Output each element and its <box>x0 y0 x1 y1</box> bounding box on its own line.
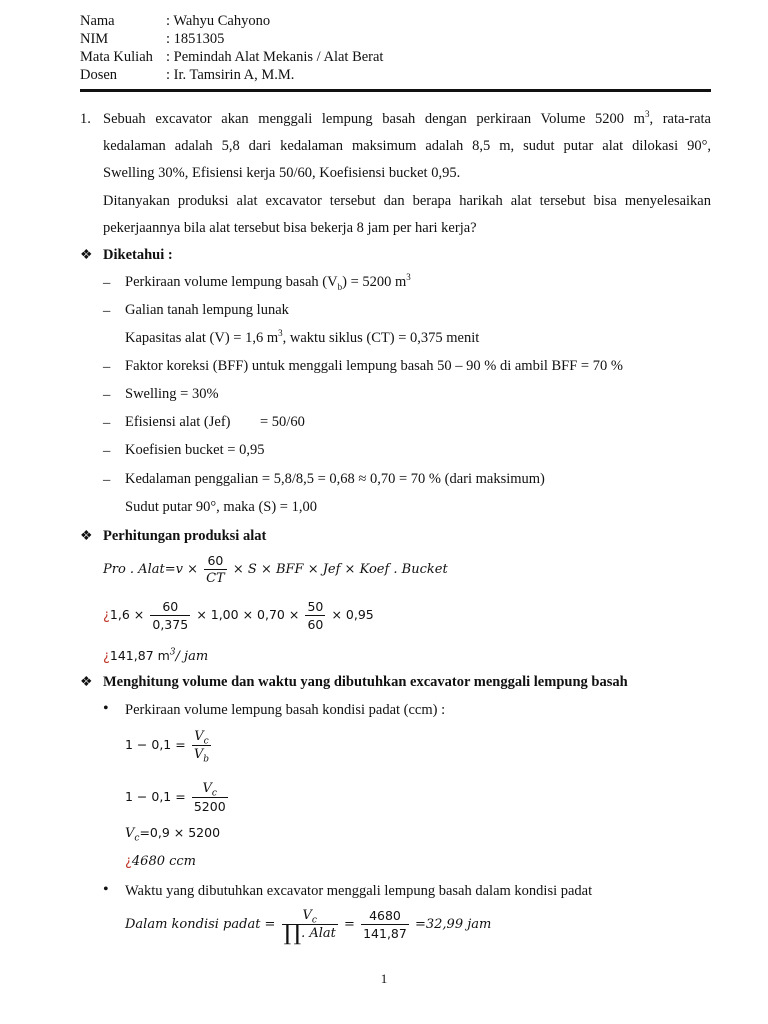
formula-result: ¿141,87 $m^3/$ jam <box>103 647 209 664</box>
header-row-nama <box>80 12 720 30</box>
given-item: Koefisien bucket = 0,95 <box>125 442 265 458</box>
header-value: : 1851305 <box>166 31 225 47</box>
header-row-nim <box>80 30 720 48</box>
red-mark: ¿ <box>103 649 110 664</box>
header-key: Nama <box>80 13 115 29</box>
dash-bullet-icon: – <box>103 359 111 375</box>
question-line: kedalaman adalah 5,8 dari kedalaman maksimum adalah 8,5 m, sudut putar alat dilokasi 90°, <box>103 138 711 154</box>
dash-bullet-icon: – <box>103 472 111 488</box>
question-line: Ditanyakan produksi alat excavator tersebut dan berapa harikah alat tersebut bisa menyelesaikan <box>103 193 711 209</box>
diamond-bullet-icon: ❖ <box>80 675 93 690</box>
header-key: Mata Kuliah <box>80 49 153 65</box>
equation: ¿4680 ccm <box>125 854 197 869</box>
header-row-dosen <box>80 66 720 84</box>
equation: 1 − 0,1 = $\frac{V_c}{5200}$ <box>125 781 226 814</box>
given-item: Galian tanah lempung lunak <box>125 302 289 318</box>
dot-bullet-icon: • <box>103 700 109 717</box>
student-header <box>80 12 720 84</box>
question-line: pekerjaannya bila alat tersebut bisa bekerja 8 jam per hari kerja? <box>103 220 477 236</box>
dash-bullet-icon: – <box>103 415 111 431</box>
question-line: Swelling 30%, Efisiensi kerja 50/60, Koefisiensi bucket 0,95. <box>103 165 461 181</box>
formula-substitution: ¿1,6 × $\frac{60}{0,375}$ × 1,00 × 0,70 × $\frac{50}{60}$ × 0,95 <box>103 599 374 632</box>
red-mark: ¿ <box>125 854 132 869</box>
given-item: Kapasitas alat (V) = 1,6 $m^3$, waktu siklus (CT) = 0,375 menit <box>125 328 480 346</box>
volume-item: Perkiraan volume lempung basah kondisi padat (ccm) : <box>125 702 446 718</box>
page-number: 1 <box>380 971 388 986</box>
header-row-mata-kuliah <box>80 48 720 66</box>
given-item-value: = 50/60 <box>260 414 305 430</box>
formula-production: Pro . Alat=v × $\frac{60}{CT}$ × S × BFF × Jef × Koef . Bucket <box>103 553 448 586</box>
given-item: Kedalaman penggalian = 5,8/8,5 = 0,68 ≈ 0,70 = 70 % (dari maksimum) <box>125 471 545 487</box>
dot-bullet-icon: • <box>103 881 109 898</box>
header-value: : Ir. Tamsirin A, M.M. <box>166 67 295 83</box>
dash-bullet-icon: – <box>103 303 111 319</box>
equation: Dalam kondisi padat = $\frac{V_c}{\text{∏. Alat}}$ = $\frac{4680}{141,87}$ =32,99 jam <box>125 908 492 946</box>
section-title-perhitungan: Perhitungan produksi alat <box>103 528 267 544</box>
question-line: Sebuah excavator akan menggali lempung basah dengan perkiraan Volume 5200 $m^3$, rata-rata <box>103 109 711 127</box>
header-key: NIM <box>80 31 109 47</box>
diamond-bullet-icon: ❖ <box>80 529 93 544</box>
header-key: Dosen <box>80 67 118 83</box>
equation: $V_c=0,9 \times 5200$ <box>125 825 221 844</box>
red-mark: ¿ <box>103 608 110 623</box>
header-value: : Wahyu Cahyono <box>166 13 271 29</box>
given-item: Efisiensi alat (Jef) <box>125 414 231 430</box>
dash-bullet-icon: – <box>103 387 111 403</box>
section-title-volume: Menghitung volume dan waktu yang dibutuhkan excavator menggali lempung basah <box>103 674 628 690</box>
equation: 1 − 0,1 = $\frac{V_c}{V_b}$ <box>125 729 209 765</box>
dash-bullet-icon: – <box>103 443 111 459</box>
section-title-diketahui: Diketahui : <box>103 247 173 263</box>
given-item: Swelling = 30% <box>125 386 219 402</box>
volume-item: Waktu yang dibutuhkan excavator menggali lempung basah dalam kondisi padat <box>125 883 593 899</box>
given-item: Sudut putar 90°, maka (S) = 1,00 <box>125 499 317 515</box>
header-value: : Pemindah Alat Mekanis / Alat Berat <box>166 49 384 65</box>
given-item: Perkiraan volume lempung basah $(V_b) = 5200$ $m^3$ <box>125 272 411 292</box>
header-divider <box>80 89 711 92</box>
given-item: Faktor koreksi (BFF) untuk menggali lempung basah 50 – 90 % di ambil BFF = 70 % <box>125 358 623 374</box>
diamond-bullet-icon: ❖ <box>80 248 93 263</box>
dash-bullet-icon: – <box>103 275 111 291</box>
question-number: 1. <box>80 111 91 127</box>
